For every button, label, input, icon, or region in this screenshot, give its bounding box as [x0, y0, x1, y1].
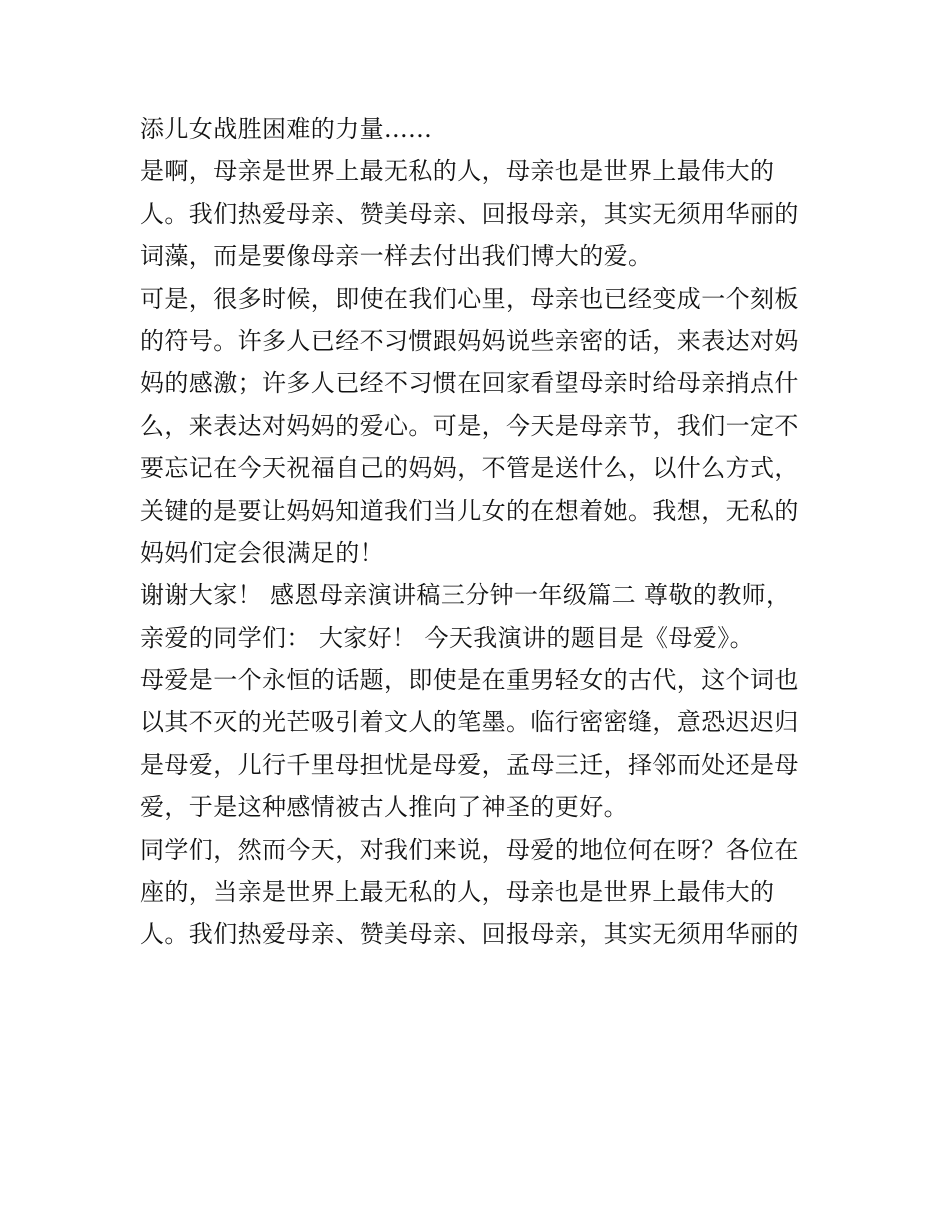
text-line: 妈的感激；许多人已经不习惯在回家看望母亲时给母亲捎点什 — [140, 369, 799, 398]
text-line: 以其不灭的光芒吸引着文人的笔墨。临行密密缝，意恐迟迟归 — [140, 708, 799, 737]
text-line: 是母爱，儿行千里母担忧是母爱，孟母三迁，择邻而处还是母 — [140, 750, 799, 779]
text-line: 座的，当亲是世界上最无私的人，母亲也是世界上最伟大的 — [140, 878, 775, 907]
text-line: 谢谢大家！ 感恩母亲演讲稿三分钟一年级篇二 尊敬的教师， — [140, 581, 791, 610]
text-line: 么，来表达对妈妈的爱心。可是，今天是母亲节，我们一定不 — [140, 411, 799, 440]
text-line: 添儿女战胜困难的力量...... — [140, 115, 433, 143]
text-line: 的符号。许多人已经不习惯跟妈妈说些亲密的话，来表达对妈 — [140, 326, 799, 355]
text-line: 爱，于是这种感情被古人推向了神圣的更好。 — [140, 793, 628, 822]
text-line: 词藻，而是要像母亲一样去付出我们博大的爱。 — [140, 242, 653, 271]
text-line: 可是，很多时候，即使在我们心里，母亲也已经变成一个刻板 — [140, 284, 799, 313]
text-line: 母爱是一个永恒的话题，即使是在重男轻女的古代，这个词也 — [140, 666, 799, 695]
text-line: 人。我们热爱母亲、赞美母亲、回报母亲，其实无须用华丽的 — [140, 199, 799, 228]
text-line: 亲爱的同学们： 大家好！ 今天我演讲的题目是《母爱》。 — [140, 623, 755, 652]
text-line: 妈妈们定会很满足的！ — [140, 538, 384, 567]
text-line: 要忘记在今天祝福自己的妈妈，不管是送什么，以什么方式， — [140, 454, 799, 483]
document-text — [140, 108, 820, 956]
text-line: 人。我们热爱母亲、赞美母亲、回报母亲，其实无须用华丽的 — [140, 920, 799, 949]
text-line: 同学们，然而今天，对我们来说，母爱的地位何在呀？各位在 — [140, 835, 799, 864]
text-line: 是啊，母亲是世界上最无私的人，母亲也是世界上最伟大的 — [140, 157, 775, 186]
text-line: 关键的是要让妈妈知道我们当儿女的在想着她。我想，无私的 — [140, 496, 799, 525]
